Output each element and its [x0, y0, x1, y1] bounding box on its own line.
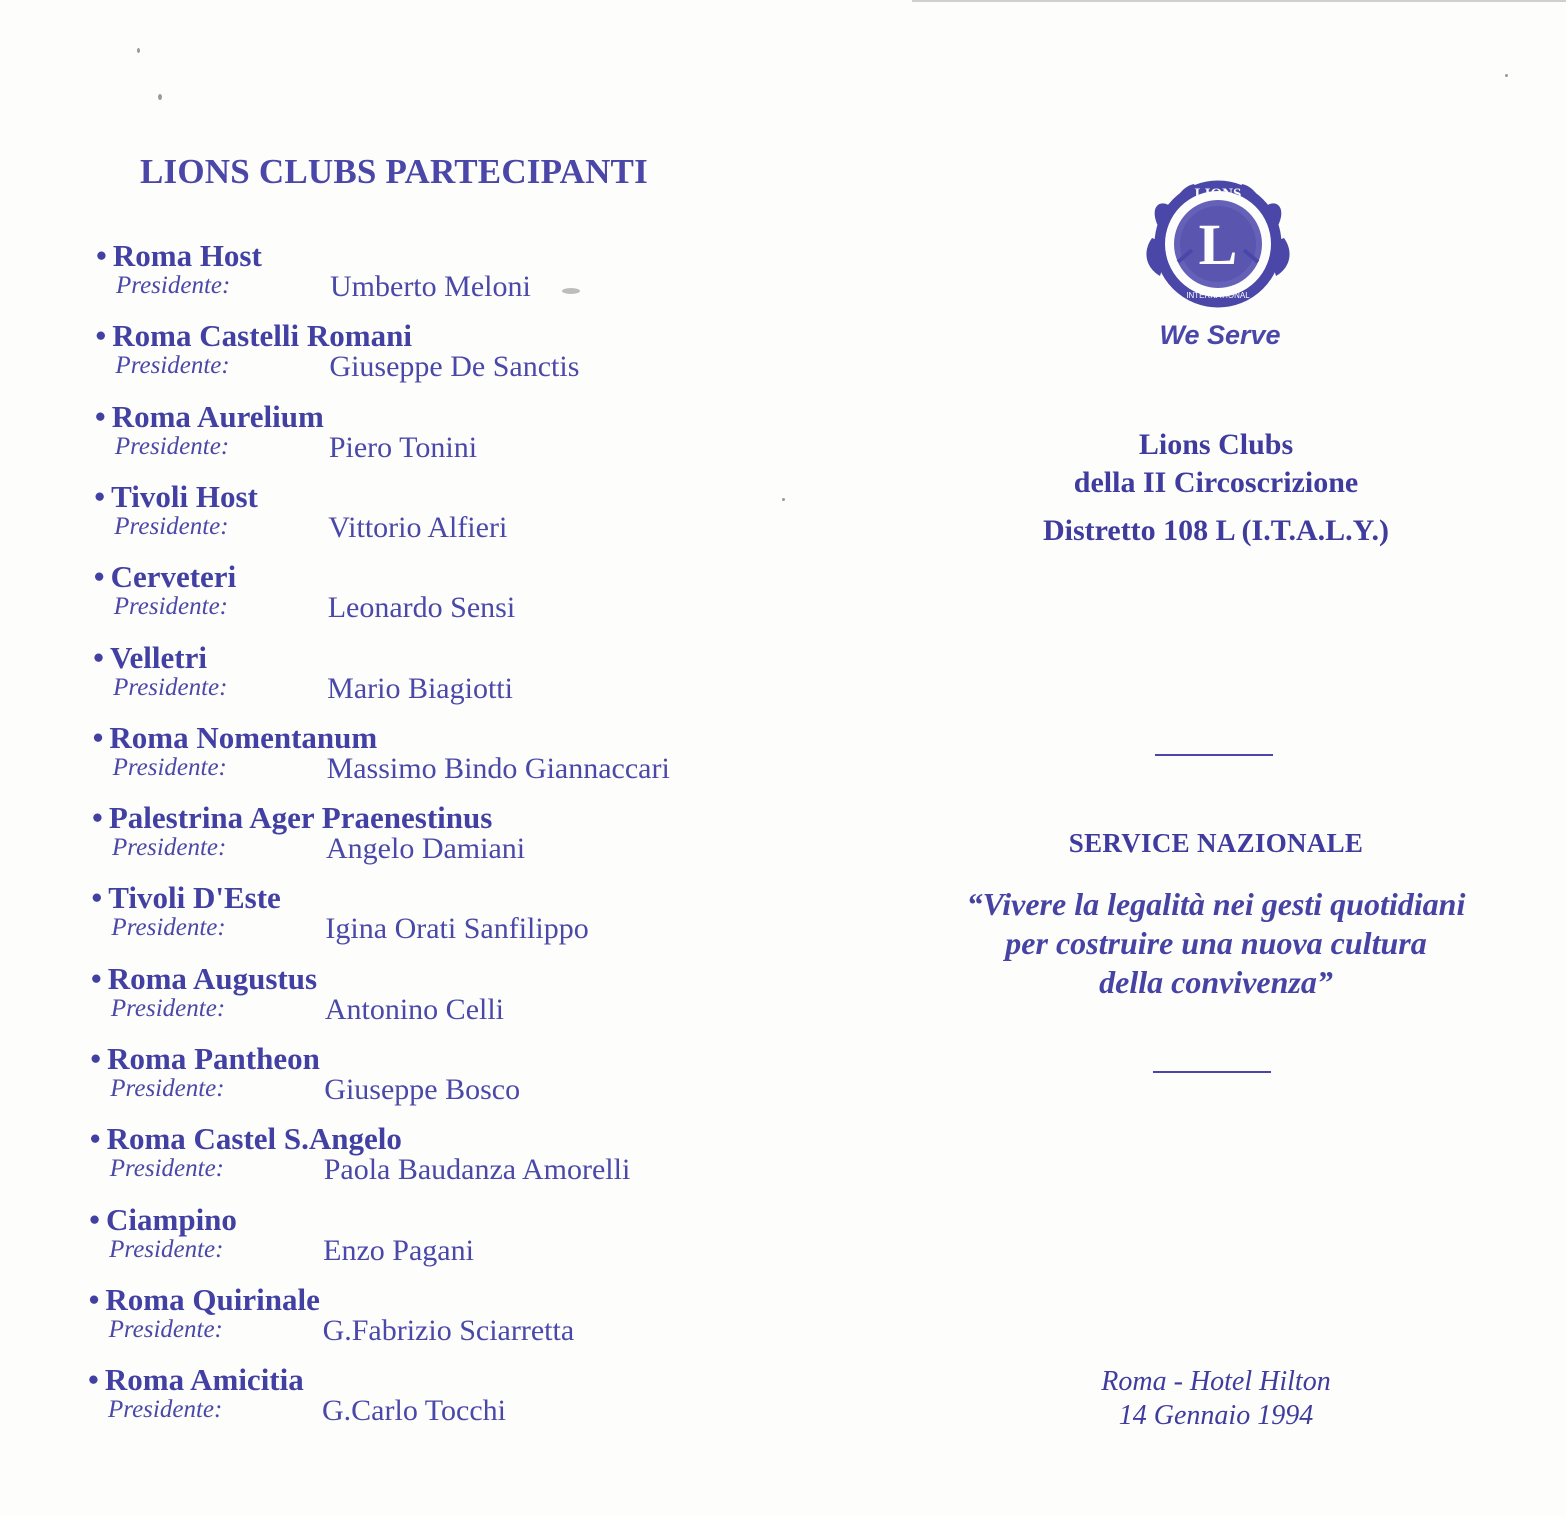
event-place: Roma - Hotel Hilton [1101, 1366, 1331, 1397]
president-name: Massimo Bindo Giannaccari [326, 751, 670, 785]
club-name-text: Roma Pantheon [107, 1041, 320, 1076]
president-label: Presidente: [116, 272, 231, 299]
president-label: Presidente: [114, 512, 229, 540]
club-item [90, 1041, 770, 1121]
logo-ring-top: LIONS [1194, 186, 1242, 202]
club-name [90, 1041, 320, 1077]
club-item [94, 559, 774, 639]
club-name [90, 1121, 402, 1157]
club-item [95, 318, 775, 398]
president-label: Presidente: [109, 1235, 224, 1263]
org-district: Distretto 108 L (I.T.A.L.Y.) [1042, 514, 1390, 547]
bullet-icon: • [92, 800, 103, 836]
club-item [93, 640, 773, 720]
president-name: Umberto Meloni [330, 270, 531, 303]
club-item [95, 399, 775, 479]
top-edge-rule [912, 0, 1566, 2]
club-name-text: Cerveteri [110, 559, 237, 595]
bullet-icon: • [91, 880, 103, 916]
club-name-text: Roma Castel S.Angelo [106, 1121, 402, 1157]
club-name [93, 640, 207, 676]
president-name: Piero Tonini [328, 430, 478, 464]
bullet-icon: • [95, 318, 107, 354]
bullet-icon: • [89, 1121, 101, 1157]
club-name [91, 880, 280, 916]
club-name [89, 1202, 237, 1238]
bullet-icon: • [88, 1281, 100, 1317]
club-item [88, 1362, 768, 1442]
club-item [89, 1282, 769, 1362]
president-name: Angelo Damiani [326, 832, 526, 866]
club-item [94, 479, 774, 559]
event-date: 14 Gennaio 1994 [1118, 1400, 1314, 1431]
club-item [96, 238, 776, 318]
president-name: Giuseppe Bosco [324, 1073, 521, 1106]
bullet-icon: • [93, 559, 105, 595]
club-item [90, 1121, 770, 1201]
club-name-text: Tivoli D'Este [108, 880, 281, 916]
club-name [95, 399, 324, 435]
club-name-text: Roma Amicitia [104, 1362, 304, 1398]
club-item [93, 720, 773, 800]
club-name [91, 961, 317, 997]
president-label: Presidente: [111, 914, 226, 942]
president-name: Giuseppe De Sanctis [329, 350, 580, 384]
bullet-icon: • [94, 398, 106, 434]
president-name: G.Fabrizio Sciarretta [322, 1313, 575, 1347]
club-item [91, 961, 771, 1041]
president-label: Presidente: [113, 673, 228, 701]
club-name [94, 559, 236, 595]
bullet-icon: • [90, 960, 102, 996]
club-name-text: Roma Aurelium [111, 398, 324, 434]
club-name-text: Roma Augustus [107, 960, 318, 996]
president-label: Presidente: [110, 994, 226, 1022]
divider-bottom [1153, 1071, 1271, 1073]
president-name: Enzo Pagani [323, 1233, 474, 1267]
motto-line-3: della convivenza” [1099, 964, 1333, 1000]
president-label: Presidente: [112, 753, 227, 781]
club-item [92, 800, 772, 880]
club-list [0, 0, 780, 1516]
club-name-text: Palestrina Ager Praenestinus [108, 800, 493, 836]
president-name: Leonardo Sensi [327, 591, 516, 625]
participants-title: LIONS CLUBS PARTECIPANTI [140, 152, 648, 191]
bullet-icon: • [92, 719, 104, 755]
president-label: Presidente: [108, 1315, 223, 1343]
paper-speck [782, 498, 785, 501]
paper-speck [1505, 74, 1508, 77]
president-label: Presidente: [109, 1155, 225, 1183]
club-name-text: Roma Nomentanum [109, 719, 378, 755]
motto-line-2: per costruire una nuova cultura [1005, 925, 1427, 961]
president-name: G.Carlo Tocchi [322, 1394, 506, 1428]
bullet-icon: • [90, 1041, 102, 1076]
logo-letter: L [1198, 212, 1238, 277]
divider-top [1155, 754, 1273, 756]
club-name-text: Velletri [110, 639, 207, 675]
president-name: Mario Biagiotti [327, 671, 513, 705]
president-label: Presidente: [112, 834, 227, 862]
president-label: Presidente: [115, 352, 230, 380]
club-item [91, 880, 771, 960]
club-name-text: Ciampino [106, 1201, 237, 1237]
club-name-text: Roma Host [112, 238, 262, 273]
club-name [89, 1282, 320, 1318]
bullet-icon: • [94, 478, 106, 514]
president-name: Antonino Celli [324, 992, 505, 1026]
slogan: We Serve [1159, 320, 1281, 350]
bullet-icon: • [89, 1201, 100, 1237]
logo-ring-bottom: INTERNATIONAL [1186, 291, 1250, 300]
motto-line-1: “Vivere la legalità nei gesti quotidiani [966, 886, 1466, 922]
bullet-icon: • [88, 1362, 99, 1398]
lions-emblem-icon [1138, 164, 1298, 324]
club-name [96, 238, 262, 274]
club-name [92, 800, 492, 836]
president-label: Presidente: [114, 432, 230, 460]
club-name [94, 479, 258, 515]
president-label: Presidente: [110, 1075, 225, 1102]
club-name-text: Roma Castelli Romani [112, 318, 412, 354]
bullet-icon: • [96, 238, 107, 273]
club-name [95, 318, 412, 354]
club-item [89, 1202, 769, 1282]
president-label: Presidente: [113, 593, 229, 621]
club-name-text: Tivoli Host [111, 478, 258, 514]
club-name [88, 1362, 304, 1398]
president-name: Vittorio Alfieri [328, 510, 508, 544]
org-name: Lions Clubs [1138, 428, 1294, 461]
org-circoscrizione: della II Circoscrizione [1073, 466, 1359, 499]
club-name-text: Roma Quirinale [105, 1281, 320, 1317]
president-name: Igina Orati Sanfilippo [325, 912, 589, 946]
club-name [93, 720, 378, 756]
service-title: SERVICE NAZIONALE [1068, 828, 1364, 858]
president-name: Paola Baudanza Amorelli [323, 1153, 631, 1187]
president-label: Presidente: [108, 1396, 223, 1424]
bullet-icon: • [93, 639, 104, 675]
